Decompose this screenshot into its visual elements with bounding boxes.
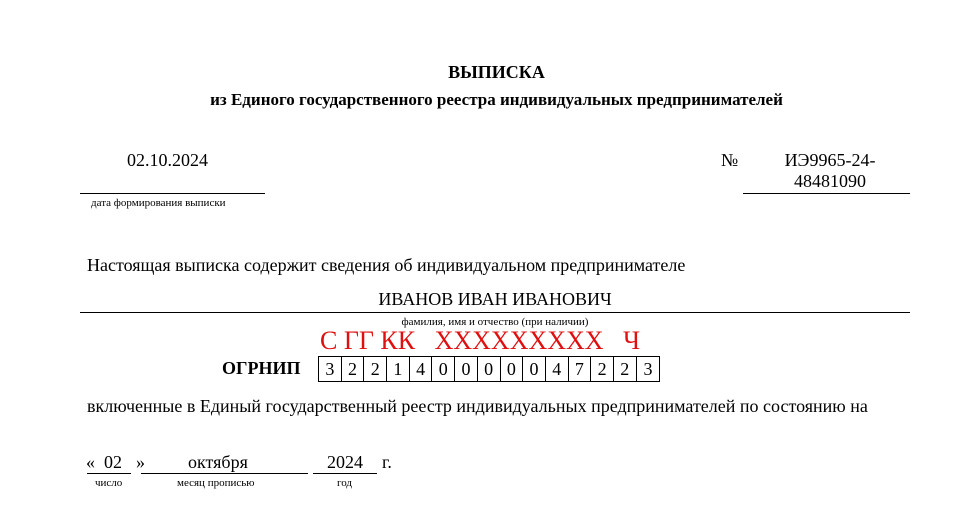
state-month: октября bbox=[188, 452, 248, 472]
intro-text: Настоящая выписка содержит сведения об индивидуальном предпринимателе bbox=[87, 255, 686, 275]
year-caption: год bbox=[337, 477, 353, 489]
ogrnip-digit-grid bbox=[318, 356, 660, 382]
extract-number-underline bbox=[743, 193, 910, 194]
ogrnip-digit-cell: 0 bbox=[432, 357, 455, 381]
document-subtitle: из Единого государственного реестра индивидуальных предпринимателей bbox=[210, 90, 783, 109]
name-caption: фамилия, имя и отчество (при наличии) bbox=[401, 316, 589, 328]
ogrnip-digit-cell: 3 bbox=[319, 357, 342, 381]
ogrnip-digit-cell: 3 bbox=[643, 359, 653, 379]
document-title: ВЫПИСКА bbox=[448, 62, 545, 82]
open-quote: « bbox=[86, 452, 95, 472]
ogrnip-digit-cell: 7 bbox=[569, 357, 592, 381]
ogrnip-digit-cell: 0 bbox=[523, 357, 546, 381]
number-sign: № bbox=[721, 150, 739, 170]
ogrnip-digit-cell: 1 bbox=[387, 357, 410, 381]
ogrnip-label: ОГРНИП bbox=[222, 358, 301, 378]
formation-date: 02.10.2024 bbox=[127, 150, 208, 170]
ogrnip-digit-cell: 2 bbox=[342, 357, 365, 381]
month-caption: месяц прописью bbox=[177, 477, 255, 489]
name-underline bbox=[80, 312, 910, 313]
ogrnip-digit-cell: 4 bbox=[410, 357, 433, 381]
formation-date-underline bbox=[80, 193, 265, 194]
formation-date-caption: дата формирования выписки bbox=[91, 197, 226, 209]
close-quote: » bbox=[136, 452, 145, 472]
ogrnip-digit-cell: 0 bbox=[478, 357, 501, 381]
year-underline bbox=[313, 473, 377, 474]
day-caption: число bbox=[95, 477, 123, 489]
included-text: включенные в Единый государственный реестр индивидуальных предпринимателей по состоянию на bbox=[87, 396, 868, 416]
ogrnip-digit-cell: 0 bbox=[455, 357, 478, 381]
ogrnip-digit-cell: 2 bbox=[364, 357, 387, 381]
state-day: 02 bbox=[104, 452, 122, 472]
month-underline bbox=[141, 473, 308, 474]
ogrnip-structure-legend: С ГГ КК ХХХХХХХХХ Ч bbox=[320, 326, 640, 355]
ogrnip-digit-cell: 0 bbox=[501, 357, 524, 381]
ogrnip-digit-cell: 2 bbox=[614, 357, 637, 381]
entrepreneur-name: ИВАНОВ ИВАН ИВАНОВИЧ bbox=[378, 289, 612, 309]
day-underline bbox=[87, 473, 131, 474]
state-year: 2024 bbox=[327, 452, 363, 472]
ogrnip-digit-cell: 2 bbox=[591, 357, 614, 381]
year-suffix: г. bbox=[382, 452, 392, 472]
ogrnip-digit-cell: 4 bbox=[546, 357, 569, 381]
extract-number: ИЭ9965-24-48481090 bbox=[784, 150, 876, 191]
